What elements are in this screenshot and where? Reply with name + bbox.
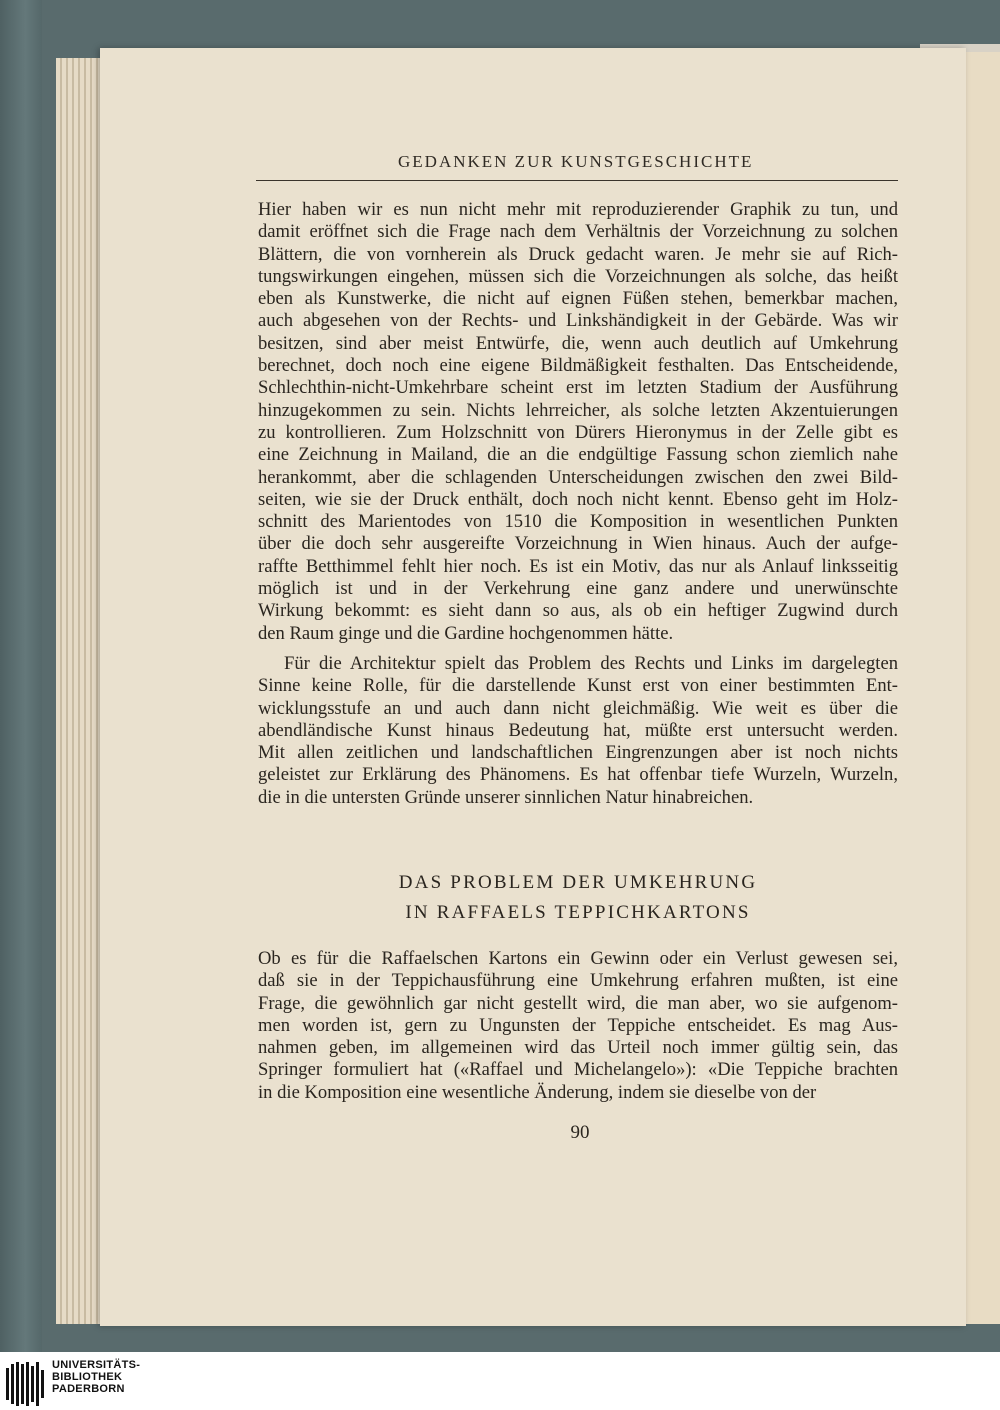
text-line: seiten, wie sie der Druck enthält, doch noch nicht kennt. Ebenso geht im Holz- xyxy=(258,488,898,510)
text-line: Für die Architektur spielt das Problem des Rechts und Links im dargelegten xyxy=(284,653,898,674)
text-line: Mit allen zeitlichen und landschaftlichen Eingrenzungen aber ist noch nichts xyxy=(258,742,898,764)
text-line: Hier haben wir es nun nicht mehr mit reproduzierender Graphik zu tun, und xyxy=(258,199,898,220)
text-line: zu kontrollieren. Zum Holzschnitt von Dürers Hieronymus in der Zelle gibt es xyxy=(258,421,898,443)
text-line: herankommt, aber die schlagenden Unterscheidungen zwischen den zwei Bild- xyxy=(258,466,898,488)
text-line: in die Komposition eine wesentliche Änderung, indem sie dieselbe von der xyxy=(258,1081,817,1103)
text-line: auch abgesehen von der Rechts- und Linkshändigkeit in der Gebärde. Was wir xyxy=(258,310,898,332)
text-line: Blättern, die von vornherein als Druck gedacht waren. Je mehr sie auf Rich- xyxy=(258,243,898,265)
text-line: abendländische Kunst hinaus Bedeutung hat, müßte erst untersucht werden. xyxy=(258,719,898,741)
book-spine xyxy=(0,0,42,1352)
text-line: möglich ist und in der Verkehrung eine ganz andere und unerwünschte xyxy=(258,578,898,600)
text-line: men worden ist, gern zu Ungunsten der Teppiche entscheidet. Es mag Aus- xyxy=(258,1014,898,1036)
paragraph-3 xyxy=(258,948,898,1104)
logo-line-2: BIBLIOTHEK xyxy=(52,1371,123,1383)
text-line: die in die untersten Gründe unserer sinnlichen Natur hinabreichen. xyxy=(258,786,754,808)
text-line: raffte Betthimmel fehlt hier noch. Es ist ein Motiv, das nur als Anlauf linksseitig xyxy=(258,555,898,577)
text-line: nahmen geben, im allgemeinen wird das Urteil noch immer gültig sein, das xyxy=(258,1037,898,1059)
text-line: über die doch sehr ausgereifte Vorzeichnung in Wien hinaus. Auch der aufge- xyxy=(258,533,898,555)
text-line: Schlechthin-nicht-Umkehrbare scheint erst im letzten Stadium der Ausführung xyxy=(258,377,898,399)
text-line: Wirkung bekommt: es sieht dann so aus, als ob ein heftiger Zugwind durch xyxy=(258,600,898,622)
library-logo-text xyxy=(52,1359,140,1395)
text-line: Frage, die gewöhnlich gar nicht gestellt wird, die man aber, wo sie aufgenom- xyxy=(258,992,898,1014)
header-rule xyxy=(256,180,898,181)
text-line: geleistet zur Erklärung des Phänomens. Es hat offenbar tiefe Wurzeln, Wurzeln, xyxy=(258,764,898,786)
text-line: Ob es für die Raffaelschen Kartons ein Gewinn oder ein Verlust gewesen sei, xyxy=(258,948,898,969)
logo-line-3: PADERBORN xyxy=(52,1383,125,1395)
text-line: besitzen, sind aber meist Entwürfe, die, wenn auch deutlich auf Umkehrung xyxy=(258,332,898,354)
text-line: tungswirkungen eingehen, müssen sich die Vorzeichnungen als solche, das heißt xyxy=(258,265,898,287)
text-line: wicklungsstufe an und auch dann nicht gleichmäßig. Wie weit es über die xyxy=(258,697,898,719)
text-line: Sinne keine Rolle, für die darstellende Kunst erst von einer bestimmten Ent- xyxy=(258,675,898,697)
text-line: damit eröffnet sich die Frage nach dem Verhältnis der Vorzeichnung zu solchen xyxy=(258,221,898,243)
text-line: hinzugekommen zu sein. Nichts lehrreicher, als solche letzten Akzentuierungen xyxy=(258,399,898,421)
paragraph-1 xyxy=(258,199,898,645)
text-line: berechnet, doch noch eine eigene Bildmäßigkeit festhalten. Das Entscheidende, xyxy=(258,355,898,377)
text-line: Springer formuliert hat («Raffael und Michelangelo»): «Die Teppiche brachten xyxy=(258,1059,898,1081)
running-head-title: GEDANKEN ZUR KUNSTGESCHICHTE xyxy=(398,152,754,171)
text-line: daß sie in der Teppichausführung eine Umkehrung erfahren mußten, ist eine xyxy=(258,970,898,992)
section-heading-line-2: IN RAFFAELS TEPPICHKARTONS xyxy=(405,902,751,923)
text-line: eine Zeichnung in Mailand, die an die endgültige Fassung schon ziemlich nahe xyxy=(258,444,898,466)
text-line: eben als Kunstwerke, die nicht auf eignen Füßen stehen, bemerkbar machen, xyxy=(258,288,898,310)
text-line: schnitt des Marientodes von 1510 die Komposition in wesentlichen Punkten xyxy=(258,511,898,533)
section-heading-line-1: DAS PROBLEM DER UMKEHRUNG xyxy=(398,872,758,893)
right-page-edge xyxy=(964,52,1000,1324)
page-number: 90 xyxy=(570,1122,590,1143)
library-logo-icon xyxy=(6,1362,46,1406)
footer-bar xyxy=(0,1352,1000,1410)
text-line: den Raum ginge und die Gardine hochgenommen hätte. xyxy=(258,622,674,644)
logo-line-1: UNIVERSITÄTS- xyxy=(52,1359,141,1371)
paragraph-2 xyxy=(258,653,898,809)
